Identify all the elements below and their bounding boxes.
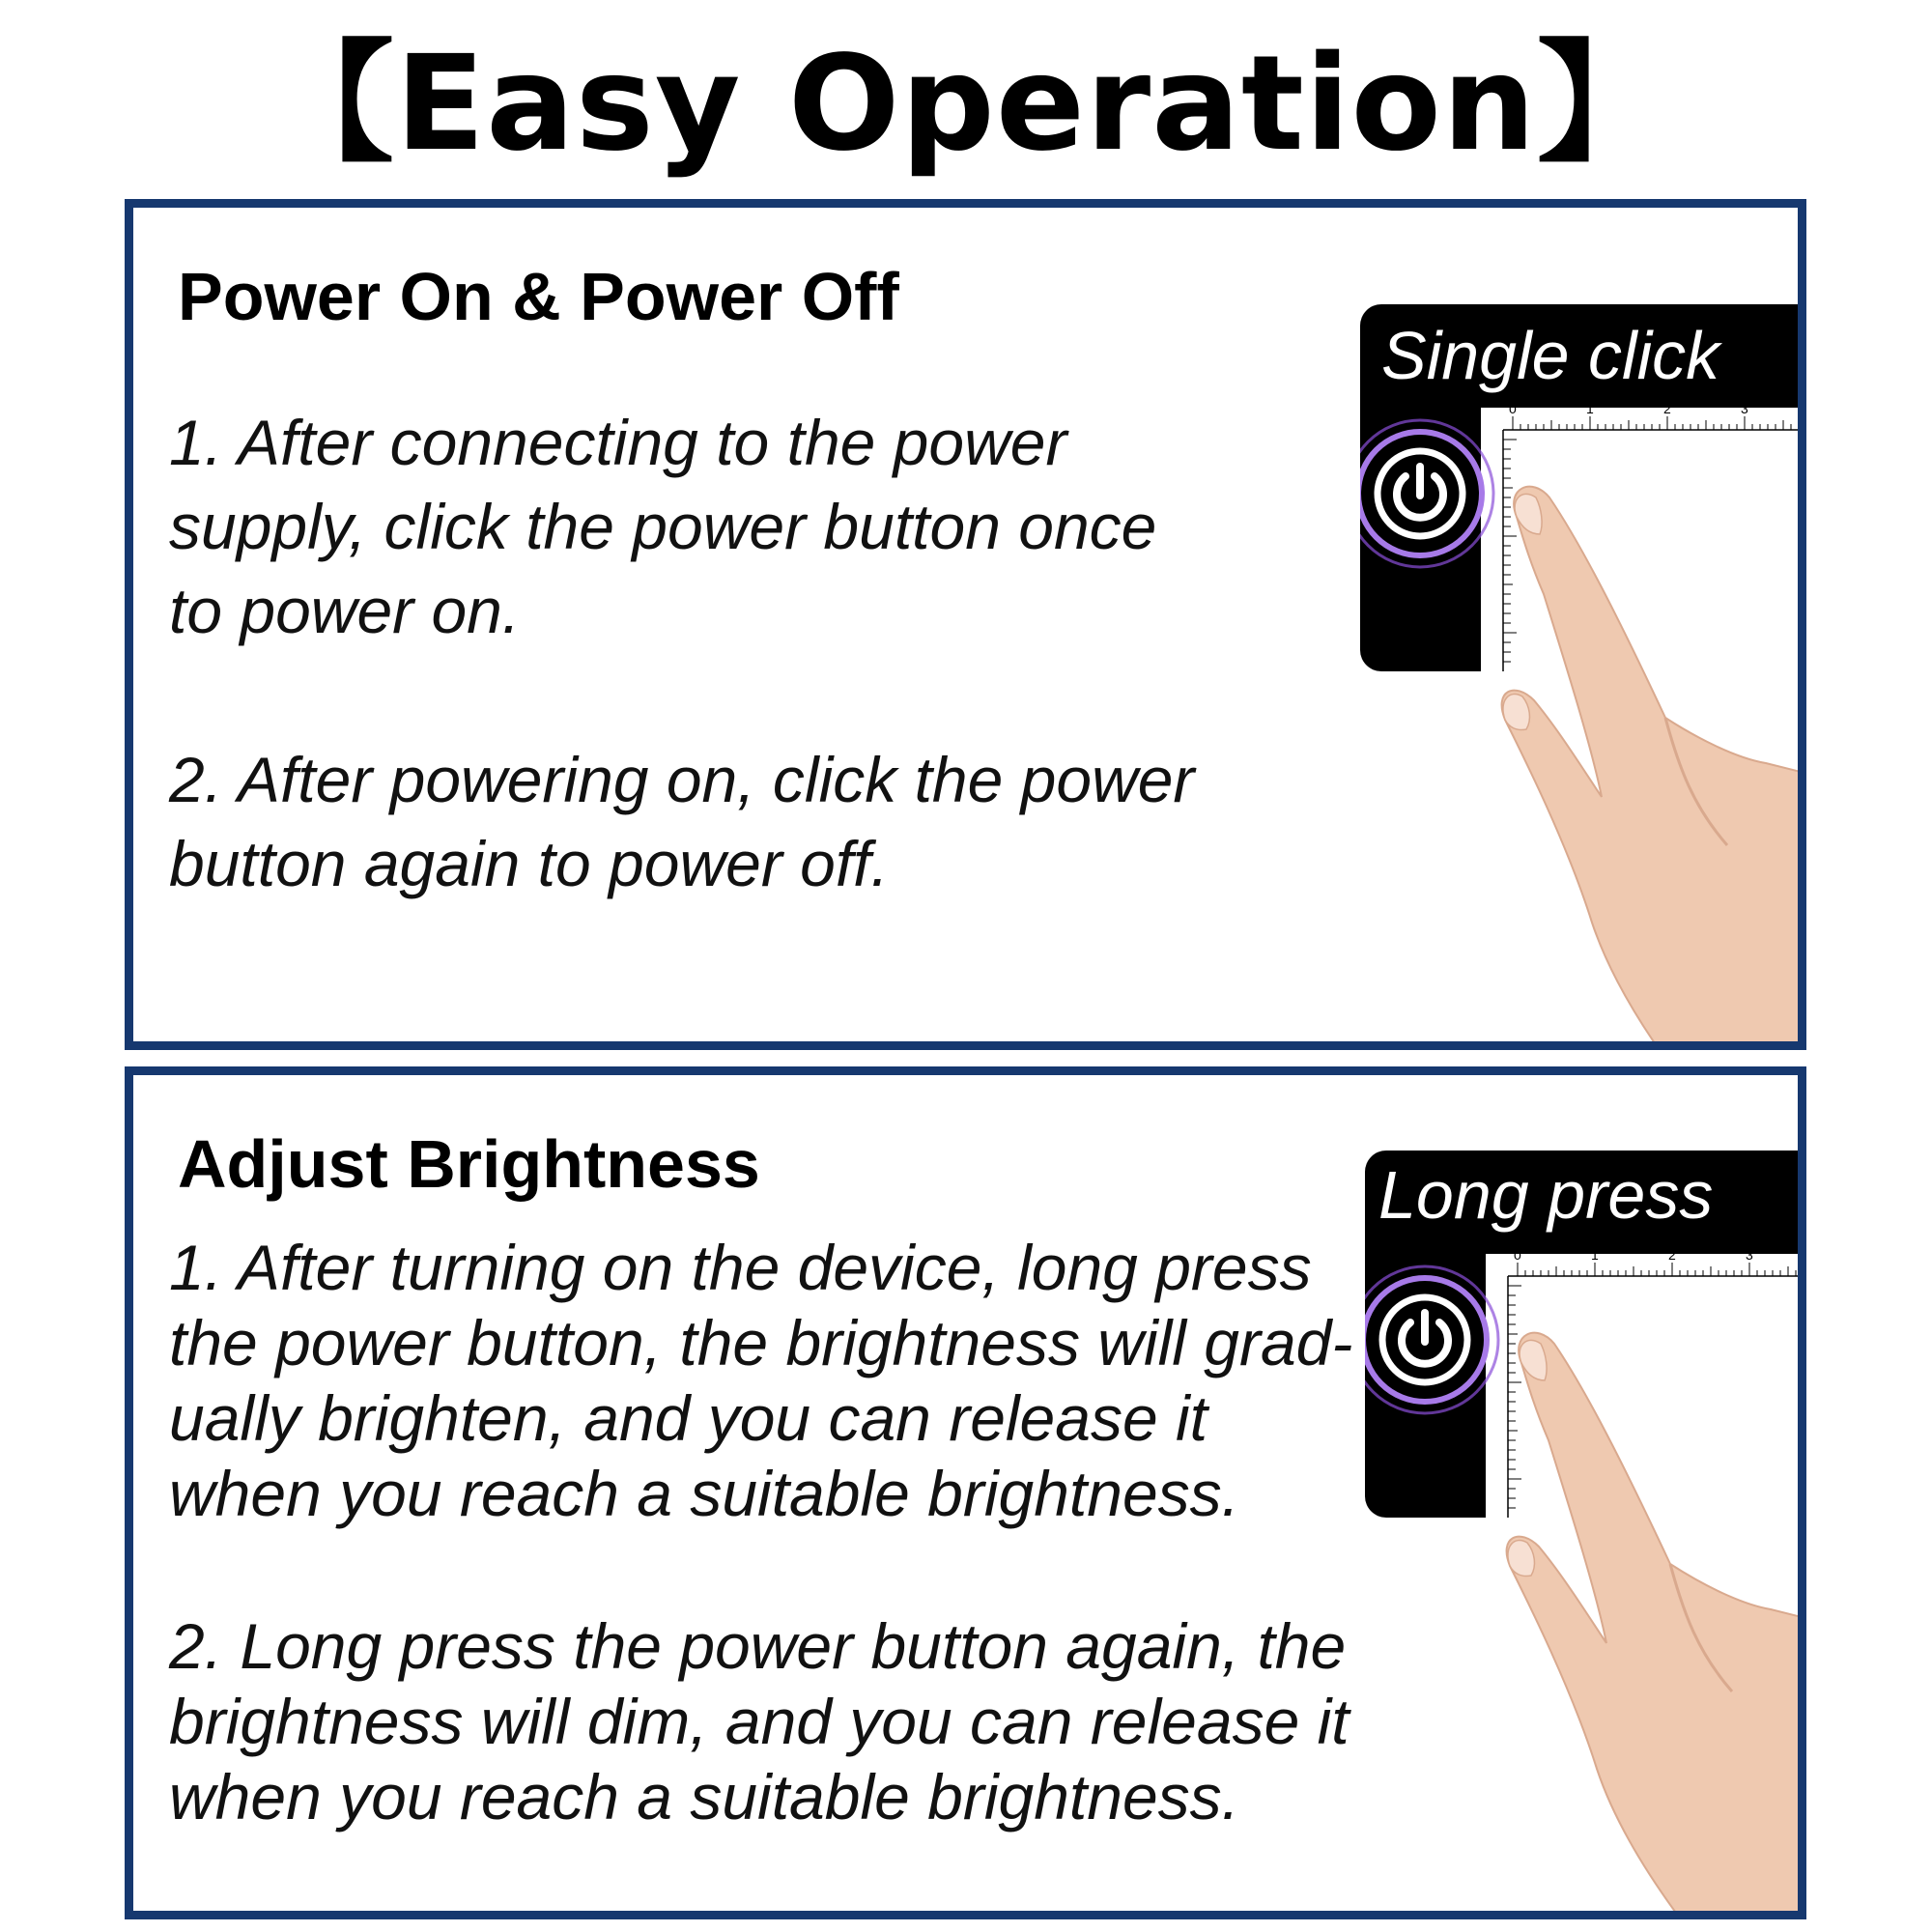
ruler-number: 2	[1663, 401, 1671, 416]
ruler-number: 1	[1591, 1247, 1599, 1263]
power-on-off-panel	[125, 199, 1806, 1050]
ruler-number: 1	[1586, 401, 1594, 416]
ruler-number: 0	[1509, 401, 1517, 416]
step-1-text: 1. After turning on the device, long press the power button, the brightness will grad- ually brighten, and you can release it when you reach a suitable brightness.	[169, 1232, 1353, 1529]
section-heading: Power On & Power Off	[178, 259, 899, 334]
step-2-text: 2. Long press the power button again, the brightness will dim, and you can release it when you reach a suitable brightness.	[169, 1610, 1350, 1833]
step-2-text: 2. After powering on, click the power button again to power off.	[169, 744, 1195, 899]
section-body	[169, 1230, 1352, 1834]
section-heading: Adjust Brightness	[178, 1126, 760, 1202]
ruler-number: 3	[1746, 1247, 1753, 1263]
section-body	[169, 401, 1194, 906]
step-1-text: 1. After connecting to the power supply, click the power button once to power on.	[169, 407, 1157, 646]
ruler-number: 3	[1741, 401, 1748, 416]
gesture-label: Single click	[1381, 318, 1720, 393]
adjust-brightness-panel	[125, 1066, 1806, 1919]
gesture-label: Long press	[1378, 1157, 1714, 1233]
long-press-illustration	[1365, 1151, 1806, 1919]
ruler-number: 2	[1668, 1247, 1676, 1263]
single-click-illustration	[1360, 304, 1806, 1050]
ruler-number: 0	[1514, 1247, 1521, 1263]
page-title: 【Easy Operation】	[263, 28, 1669, 181]
